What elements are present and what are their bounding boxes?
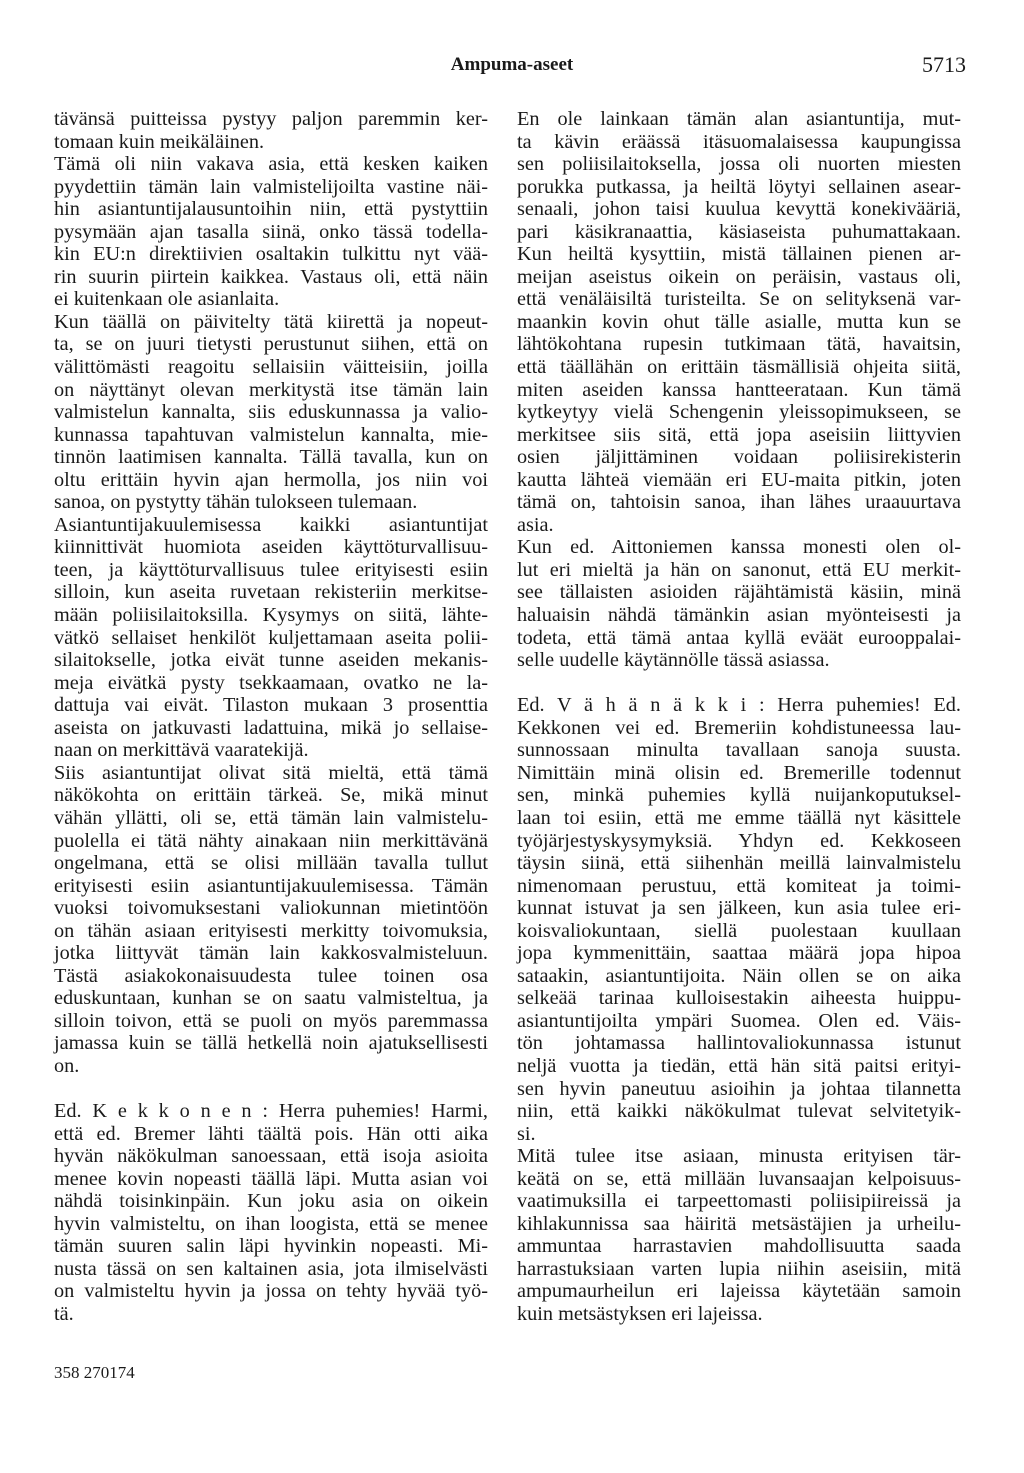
text-line: hin asiantuntijalausuntoihin niin, että pystyttiin <box>54 198 488 221</box>
text-line: nusta tässä on sen kaltainen asia, jota ilmiselvästi <box>54 1257 488 1280</box>
text-line: kin EU:n direktiivien osaltakin tulkittu nyt vää- <box>54 243 488 266</box>
text-line: on näyttänyt olevan merkitystä itse tämän lain <box>54 378 488 401</box>
text-line: ampumaurheilun eri lajeissa käytetään samoin <box>517 1280 961 1303</box>
text-line: on valmisteltu hyvin ja jossa on tehty hyvää työ- <box>54 1280 488 1303</box>
text-line: selle uudelle käytännölle tässä asiassa. <box>517 649 830 672</box>
text-line: rin suurin piirtein kaikkea. Vastaus oli, että näin <box>54 265 488 288</box>
paragraph <box>517 536 961 671</box>
text-line: vätkö sellaiset henkilöt kuljettamaan aseita polii- <box>54 626 488 649</box>
text-line: tämä on, tahtoisin sanoa, ihan lähes uraauurtava <box>517 491 961 514</box>
text-line: menee kovin nopeasti täällä läpi. Mutta asian voi <box>54 1167 488 1190</box>
text-line: ei kuitenkaan ole asianlaita. <box>54 288 280 311</box>
text-line: on tähän asiaan erityisesti merkitty toivomuksia, <box>54 919 488 942</box>
text-line: Asiantuntijakuulemisessa kaikki asiantuntijat <box>54 513 488 536</box>
text-line: asiantuntijoilta ympäri Suomea. Olen ed. Väis- <box>517 1009 961 1032</box>
text-line: että venäläisiltä turisteilta. Se on selityksenä var- <box>517 288 961 311</box>
text-line: Kun heiltä kysyttiin, mistä tällainen pienen ar- <box>517 243 961 266</box>
text-line: lut eri mieltä ja hän on sanonut, että EU merkit- <box>517 558 961 581</box>
text-line: jotka liittyvät tämän lain kakkosvalmisteluun. <box>54 942 488 965</box>
text-line: sataakin, asiantuntijoita. Näin ollen se on aika <box>517 964 961 987</box>
text-line: välittömästi reagoitu sellaisiin väitteisiin, joilla <box>54 356 488 379</box>
text-line: Ed. K e k k o n e n : Herra puhemies! Harmi, <box>54 1100 488 1123</box>
text-line: tämän suuren salin läpi hyvinkin nopeasti. Mi- <box>54 1235 488 1258</box>
paragraph <box>517 694 961 1145</box>
text-line: Tämä oli niin vakava asia, että kesken kaiken <box>54 153 488 176</box>
paragraph-gap <box>517 672 961 695</box>
text-line: kunnassa tapahtuvan valmistelun kannalta, mie- <box>54 423 488 446</box>
text-line: Mitä tulee itse asiaan, minusta erityisen tär- <box>517 1145 961 1168</box>
text-line: asia. <box>517 513 554 536</box>
text-line: niin, että kaikki näkökulmat tulevat selvitetyik- <box>517 1100 961 1123</box>
paragraph <box>54 153 488 311</box>
text-line: ongelmana, että se olisi millään tavalla tullut <box>54 852 488 875</box>
text-line: sanoa, on pystytty tähän tulokseen tulemaan. <box>54 491 418 514</box>
paragraph <box>54 108 488 153</box>
paragraph <box>517 108 961 536</box>
text-line: laan toi esiin, että me emme täällä nyt käsittele <box>517 806 961 829</box>
page-number: 5713 <box>922 52 966 77</box>
text-line: meijan aseistus oikein on peräisin, vastaus oli, <box>517 265 961 288</box>
text-line: kuin metsästyksen eri lajeissa. <box>517 1302 763 1325</box>
text-line: haluaisin nähdä tämänkin asian myönteisesti ja <box>517 604 961 627</box>
text-line: teen, ja käyttöturvallisuus tulee erityisesti esiin <box>54 558 488 581</box>
text-line: lähtökohtana rupesin tutkimaan tätä, havaitsin, <box>517 333 961 356</box>
text-line: vähän yllätti, oli se, että tämän lain valmistelu- <box>54 806 488 829</box>
text-line: Kun ed. Aittoniemen kanssa monesti olen ol- <box>517 536 961 559</box>
text-line: tomaan kuin meikäläinen. <box>54 130 265 153</box>
text-line: koisvaliokuntaan, siellä puolestaan kuullaan <box>517 919 961 942</box>
text-line: todeta, että tämä antaa kyllä eväät eurooppalai- <box>517 626 961 649</box>
text-line: työjärjestyskysymyksiä. Yhdyn ed. Kekkoseen <box>517 829 961 852</box>
text-line: osien jäljittäminen voidaan poliisirekisterin <box>517 446 961 469</box>
text-line: kiinnittivät huomiota aseiden käyttöturvallisuu- <box>54 536 488 559</box>
page-footer: 358 270174 <box>54 1363 135 1382</box>
text-line: oltu erittäin hyvin ajan hermolla, jos niin voi <box>54 468 488 491</box>
text-line: puolella ei tätä nähty ainakaan niin merkittävänä <box>54 829 488 852</box>
text-line: että täällähän on erittäin täsmällisiä ohjeita siitä, <box>517 356 961 379</box>
text-line: tön johtamassa hallintovaliokunnassa istunut <box>517 1032 961 1055</box>
text-line: hyvän näkökulman sanoessaan, että isoja asioita <box>54 1145 488 1168</box>
text-line: Siis asiantuntijat olivat sitä mieltä, että tämä <box>54 761 488 784</box>
paragraph <box>54 514 488 762</box>
text-line: tä. <box>54 1302 74 1325</box>
page-header <box>0 50 1024 80</box>
text-line: Kun täällä on päivitelty tätä kiirettä ja nopeut- <box>54 310 488 333</box>
text-line: Ed. V ä h ä n ä k k i : Herra puhemies! Ed. <box>517 694 961 717</box>
paragraph <box>54 1100 488 1325</box>
text-line: selkeää tarinaa kulloisestakin aiheesta huippu- <box>517 987 961 1010</box>
text-line: si. <box>517 1122 536 1145</box>
running-title: Ampuma-aseet <box>450 54 574 75</box>
paragraph <box>54 311 488 514</box>
text-line: erityisesti esiin asiantuntijakuulemisessa. Tämän <box>54 874 488 897</box>
text-line: sunnossaan minulta tavallaan sanoja suusta. <box>517 739 961 762</box>
text-line: Tästä asiakokonaisuudesta tulee toinen osa <box>54 964 488 987</box>
text-line: dattuja vai eivät. Tilaston mukaan 3 prosenttia <box>54 694 488 717</box>
right-text-column <box>517 108 961 1326</box>
text-line: keätä on se, että millään luvansaajan kelpoisuus- <box>517 1167 961 1190</box>
text-line: porukka putkassa, ja heiltä löytyi sellainen asear- <box>517 175 961 198</box>
text-line: tinnön laatimisen kannalta. Tällä tavalla, kun on <box>54 446 488 469</box>
text-line: silloin toivon, että se puoli on myös paremmassa <box>54 1009 488 1032</box>
text-line: pyydettiin tämän lain valmistelijoilta vastine näi- <box>54 175 488 198</box>
text-line: miten aseiden kanssa hantteerataan. Kun tämä <box>517 378 961 401</box>
text-line: kytkeytyy vielä Schengenin yleissopimukseen, se <box>517 401 961 424</box>
text-line: valmistelun kannalta, siis eduskunnassa ja valio- <box>54 401 488 424</box>
text-line: pari käsikranaattia, käsiaseista puhumattakaan. <box>517 220 961 243</box>
text-line: meja eivätkä pysty tsekkaamaan, ovatko ne la- <box>54 671 488 694</box>
text-line: silaitokselle, jotka eivät tunne aseiden mekanis- <box>54 649 488 672</box>
paragraph <box>54 762 488 1078</box>
text-line: täysin siinä, että siihenhän meillä lainvalmistelu <box>517 852 961 875</box>
text-line: jamassa kuin se tällä hetkellä noin ajatuksellisesti <box>54 1032 488 1055</box>
text-line: ta kävin eräässä itäsuomalaisessa kaupungissa <box>517 130 961 153</box>
text-line: kihlakunnissa saa häiritä metsästäjien ja urheilu- <box>517 1212 961 1235</box>
text-line: kunnat istuvat ja sen jälkeen, kun asia tulee eri- <box>517 897 961 920</box>
text-line: nimenomaan perustuu, että komiteat ja toimi- <box>517 874 961 897</box>
left-text-column <box>54 108 488 1326</box>
text-line: Nimittäin minä olisin ed. Bremerille todennut <box>517 761 961 784</box>
text-line: on. <box>54 1054 80 1077</box>
text-line: vuoksi toivomuksestani valiokunnan mietintöön <box>54 897 488 920</box>
text-line: kautta lähteä viemään eri EU-maita pitkin, joten <box>517 468 961 491</box>
text-line: sen, minkä puhemies kyllä nuijankoputuksel- <box>517 784 961 807</box>
text-line: Kekkonen vei ed. Bremeriin kohdistuneessa lau- <box>517 716 961 739</box>
text-line: naan on merkittävä vaaratekijä. <box>54 739 309 762</box>
text-line: harrastuksiaan varten lupia niihin aseisiin, mitä <box>517 1257 961 1280</box>
text-line: mään poliisilaitoksilla. Kysymys on siitä, lähte- <box>54 604 488 627</box>
text-line: neljä vuotta ja tiedän, että hän sitä paitsi erityi- <box>517 1054 961 1077</box>
paragraph <box>517 1145 961 1325</box>
text-line: jopa kymmenittäin, saattaa määrä jopa hipoa <box>517 942 961 965</box>
text-line: tävänsä puitteissa pystyy paljon paremmin ker- <box>54 108 488 130</box>
text-line: En ole lainkaan tämän alan asiantuntija, mut- <box>517 108 961 130</box>
text-line: maankin kovin ohut tälle asialle, mutta kun se <box>517 310 961 333</box>
paragraph-gap <box>54 1078 488 1101</box>
text-line: että ed. Bremer lähti täältä pois. Hän otti aika <box>54 1122 488 1145</box>
text-line: eduskuntaan, kunhan se on saatu valmisteltua, ja <box>54 987 488 1010</box>
text-line: aseista on jatkuvasti ladattuina, mikä jo sellaise- <box>54 716 488 739</box>
text-line: ammuntaa harrastavien mahdollisuutta saada <box>517 1235 961 1258</box>
text-line: nähdä toisinkinpäin. Kun joku asia on oikein <box>54 1190 488 1213</box>
text-line: pysymään ajan tasalla siinä, onko tässä todella- <box>54 220 488 243</box>
text-line: hyvin valmisteltu, on ihan loogista, että se menee <box>54 1212 488 1235</box>
text-line: merkitsee siis sitä, että jopa aseisiin liittyvien <box>517 423 961 446</box>
text-line: silloin, kun aseita ruvetaan rekisteriin merkitse- <box>54 581 488 604</box>
text-line: sen poliisilaitoksella, jossa oli nuorten miesten <box>517 153 961 176</box>
text-line: näkökohta on erittäin tärkeä. Se, mikä minut <box>54 784 488 807</box>
text-line: senaali, johon taisi kuulua kevyttä konekivääriä, <box>517 198 961 221</box>
text-line: see tällaisten asioiden räjähtämistä käsiin, minä <box>517 581 961 604</box>
text-line: sen hyvin paneutuu asioihin ja johtaa tilannetta <box>517 1077 961 1100</box>
text-line: ta, se on juuri tietysti perustunut siihen, että on <box>54 333 488 356</box>
text-line: vaatimuksilla ei tarpeettomasti poliisipiireissä ja <box>517 1190 961 1213</box>
